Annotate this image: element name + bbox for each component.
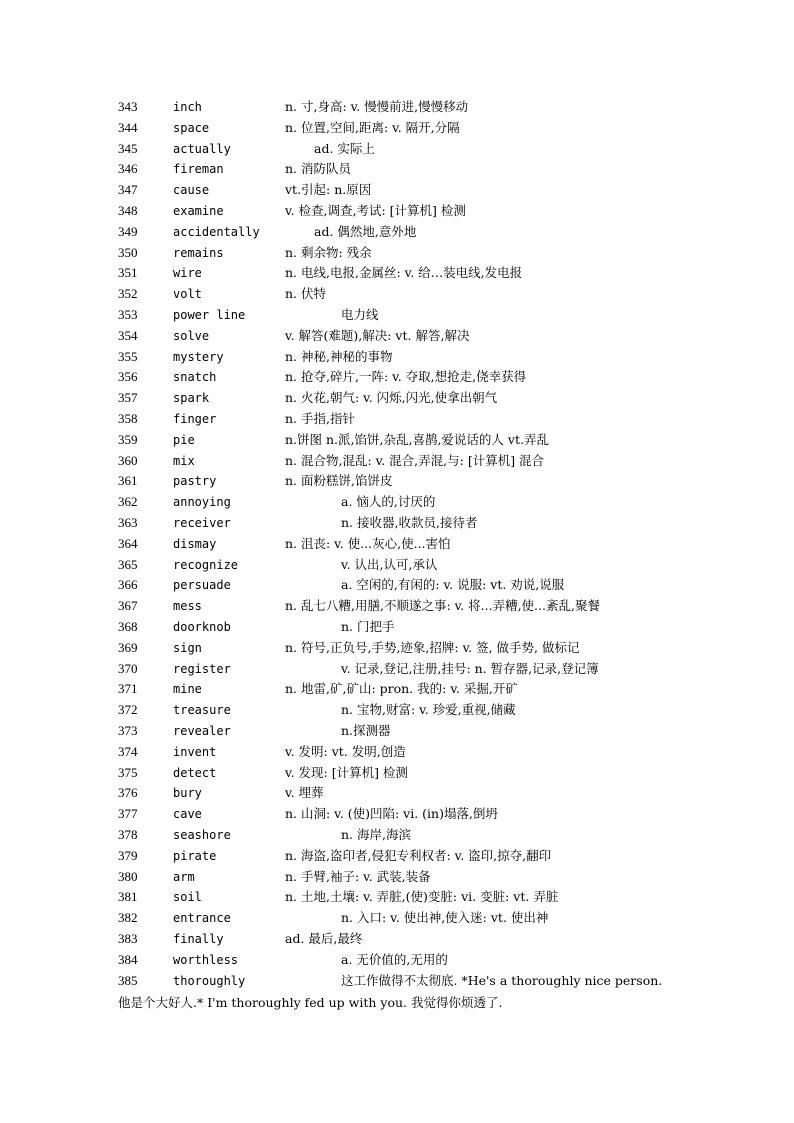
entry-number: 382 xyxy=(118,910,138,925)
entry-word: space xyxy=(173,121,210,135)
entry-definition: ad. 偶然地,意外地 xyxy=(314,224,417,239)
entry-number: 372 xyxy=(118,702,138,717)
entry-word: mess xyxy=(173,599,202,613)
entry-number: 358 xyxy=(118,411,138,426)
entry-word: arm xyxy=(173,870,195,884)
entry-word: doorknob xyxy=(173,620,231,634)
entry-number: 354 xyxy=(118,328,138,343)
entry-definition: n. 手指,指针 xyxy=(285,411,355,426)
vocab-entry xyxy=(0,908,794,928)
vocab-entry xyxy=(0,159,794,179)
entry-word: mystery xyxy=(173,350,224,364)
entry-number: 363 xyxy=(118,515,138,530)
entry-definition: n. 海岸,海滨 xyxy=(341,827,411,842)
entry-word: examine xyxy=(173,204,224,218)
vocab-entry xyxy=(0,783,794,803)
entry-definition: v. 检查,调查,考试: [计算机] 检测 xyxy=(285,203,466,218)
entry-definition: n. 宝物,财富: v. 珍爱,重视,储藏 xyxy=(341,702,516,717)
entry-number: 352 xyxy=(118,286,138,301)
entry-word: finger xyxy=(173,412,217,426)
entry-word: receiver xyxy=(173,516,231,530)
entry-definition: n. 伏特 xyxy=(285,286,326,301)
vocab-entry xyxy=(0,326,794,346)
entry-number: 376 xyxy=(118,785,138,800)
vocab-entry xyxy=(0,243,794,263)
entry-definition: n. 沮丧: v. 使...灰心,使...害怕 xyxy=(285,536,451,551)
entry-word: accidentally xyxy=(173,225,260,239)
entry-definition: n. 位置,空间,距离: v. 隔开,分隔 xyxy=(285,120,460,135)
vocab-entry xyxy=(0,492,794,512)
vocab-entry xyxy=(0,305,794,325)
vocab-entry xyxy=(0,409,794,429)
entry-definition: n. 混合物,混乱: v. 混合,弄混,与: [计算机] 混合 xyxy=(285,453,545,468)
entry-number: 385 xyxy=(118,973,138,988)
entry-number: 373 xyxy=(118,723,138,738)
entry-number: 365 xyxy=(118,557,138,572)
entry-number: 379 xyxy=(118,848,138,863)
entry-definition: n. 剩余物: 残余 xyxy=(285,245,372,260)
entry-word: dismay xyxy=(173,537,217,551)
vocab-entry xyxy=(0,929,794,949)
entry-definition: n. 土地,土壤: v. 弄脏,(使)变脏: vi. 变脏: vt. 弄脏 xyxy=(285,889,559,904)
vocab-entry xyxy=(0,555,794,575)
entry-definition: n. 山洞: v. (使)凹陷: vi. (in)塌落,倒坍 xyxy=(285,806,498,821)
vocab-entry xyxy=(0,388,794,408)
entry-definition: n. 入口: v. 使出神,使入迷: vt. 使出神 xyxy=(341,910,549,925)
vocab-entry xyxy=(0,763,794,783)
entry-word: remains xyxy=(173,246,224,260)
entry-number: 359 xyxy=(118,432,138,447)
entry-number: 383 xyxy=(118,931,138,946)
entry-number: 371 xyxy=(118,681,138,696)
vocab-entry xyxy=(0,742,794,762)
entry-number: 353 xyxy=(118,307,138,322)
entry-word: power line xyxy=(173,308,246,322)
vocab-entry xyxy=(0,534,794,554)
vocab-entry xyxy=(0,679,794,699)
entry-word: recognize xyxy=(173,558,239,572)
entry-definition: n. 门把手 xyxy=(341,619,395,634)
entry-definition: a. 无价值的,无用的 xyxy=(341,952,448,967)
entry-definition: a. 恼人的,讨厌的 xyxy=(341,494,436,509)
entry-word: revealer xyxy=(173,724,231,738)
vocab-entry xyxy=(0,971,794,991)
entry-number: 384 xyxy=(118,952,138,967)
entry-definition: v. 记录,登记,注册,挂号: n. 暂存器,记录,登记簿 xyxy=(341,661,599,676)
entry-number: 357 xyxy=(118,390,138,405)
entry-word: solve xyxy=(173,329,210,343)
entry-number: 351 xyxy=(118,265,138,280)
vocab-entry xyxy=(0,263,794,283)
entry-definition: 电力线 xyxy=(341,307,379,322)
entry-definition: v. 埋葬 xyxy=(285,785,324,800)
vocab-entry xyxy=(0,887,794,907)
entry-definition: ad. 最后,最终 xyxy=(285,931,363,946)
entry-word: persuade xyxy=(173,578,231,592)
entry-definition: n. 符号,正负号,手势,迹象,招牌: v. 签, 做手势, 做标记 xyxy=(285,640,580,655)
entry-number: 356 xyxy=(118,369,138,384)
entry-word: spark xyxy=(173,391,210,405)
vocab-entry xyxy=(0,659,794,679)
entry-definition: ad. 实际上 xyxy=(314,141,375,156)
entry-definition: a. 空闲的,有闲的: v. 说服: vt. 劝说,说服 xyxy=(341,577,565,592)
vocab-entry xyxy=(0,846,794,866)
vocab-entry xyxy=(0,451,794,471)
vocab-entry xyxy=(0,201,794,221)
entry-number: 366 xyxy=(118,577,138,592)
entry-number: 355 xyxy=(118,349,138,364)
entry-word: invent xyxy=(173,745,217,759)
vocab-entry xyxy=(0,867,794,887)
vocab-entry xyxy=(0,617,794,637)
entry-word: sign xyxy=(173,641,202,655)
vocab-entry xyxy=(0,825,794,845)
entry-word: pie xyxy=(173,433,195,447)
entry-word: annoying xyxy=(173,495,231,509)
vocab-entry xyxy=(0,284,794,304)
entry-definition: v. 解答(难题),解决: vt. 解答,解决 xyxy=(285,328,470,343)
entry-word: seashore xyxy=(173,828,231,842)
entry-number: 362 xyxy=(118,494,138,509)
entry-word: volt xyxy=(173,287,202,301)
vocab-entry xyxy=(0,575,794,595)
entry-definition: v. 发现: [计算机] 检测 xyxy=(285,765,408,780)
vocab-entry xyxy=(0,139,794,159)
entry-definition: n.探测器 xyxy=(341,723,391,738)
entry-number: 367 xyxy=(118,598,138,613)
vocab-entry xyxy=(0,222,794,242)
entry-number: 377 xyxy=(118,806,138,821)
vocab-entry xyxy=(0,180,794,200)
entry-word: fireman xyxy=(173,162,224,176)
entry-number: 349 xyxy=(118,224,138,239)
entry-definition: n. 消防队员 xyxy=(285,161,351,176)
entry-number: 350 xyxy=(118,245,138,260)
entry-number: 375 xyxy=(118,765,138,780)
entry-number: 346 xyxy=(118,161,138,176)
entry-definition: n. 地雷,矿,矿山: pron. 我的: v. 采掘,开矿 xyxy=(285,681,518,696)
entry-number: 378 xyxy=(118,827,138,842)
vocab-entry xyxy=(0,721,794,741)
entry-definition: v. 认出,认可,承认 xyxy=(341,557,438,572)
entry-number: 368 xyxy=(118,619,138,634)
entry-word: mine xyxy=(173,682,202,696)
entry-word: snatch xyxy=(173,370,217,384)
entry-word: treasure xyxy=(173,703,231,717)
entry-definition: n. 电线,电报,金属丝: v. 给…装电线,发电报 xyxy=(285,265,523,280)
entry-definition: n. 火花,朝气: v. 闪烁,闪光,使拿出朝气 xyxy=(285,390,498,405)
entry-word: cause xyxy=(173,183,210,197)
entry-definition: n.饼图 n.派,馅饼,杂乱,喜鹊,爱说话的人 vt.弄乱 xyxy=(285,432,549,447)
entry-word: register xyxy=(173,662,231,676)
vocab-entry xyxy=(0,513,794,533)
entry-number: 380 xyxy=(118,869,138,884)
entry-number: 381 xyxy=(118,889,138,904)
entry-definition: n. 接收器,收款员,接待者 xyxy=(341,515,478,530)
entry-definition: n. 海盗,盗印者,侵犯专利权者: v. 盗印,掠夺,翻印 xyxy=(285,848,552,863)
entry-word: bury xyxy=(173,786,202,800)
entry-definition: vt.引起: n.原因 xyxy=(285,182,372,197)
entry-word: detect xyxy=(173,766,217,780)
vocab-entry xyxy=(0,118,794,138)
entry-word: wire xyxy=(173,266,202,280)
entry-word: mix xyxy=(173,454,195,468)
entry-definition: n. 手臂,袖子: v. 武装,装备 xyxy=(285,869,431,884)
entry-number: 370 xyxy=(118,661,138,676)
entry-number: 361 xyxy=(118,473,138,488)
vocab-entry xyxy=(0,950,794,970)
entry-word: cave xyxy=(173,807,202,821)
entry-word: finally xyxy=(173,932,224,946)
entry-word: thoroughly xyxy=(173,974,246,988)
entry-definition: n. 寸,身高: v. 慢慢前进,慢慢移动 xyxy=(285,99,469,114)
entry-number: 344 xyxy=(118,120,138,135)
entry-number: 369 xyxy=(118,640,138,655)
entry-definition: v. 发明: vt. 发明,创造 xyxy=(285,744,406,759)
vocab-entry xyxy=(0,471,794,491)
vocab-entry xyxy=(0,367,794,387)
vocab-entry xyxy=(0,97,794,117)
entry-number: 364 xyxy=(118,536,138,551)
entry-definition: n. 抢夺,碎片,一阵: v. 夺取,想抢走,侥幸获得 xyxy=(285,369,527,384)
entry-definition: 这工作做得不太彻底. *He's a thoroughly nice person. xyxy=(341,973,663,988)
entry-word: actually xyxy=(173,142,231,156)
entry-definition: n. 面粉糕饼,馅饼皮 xyxy=(285,473,393,488)
entry-word: pirate xyxy=(173,849,217,863)
entry-number: 347 xyxy=(118,182,138,197)
entry-number: 348 xyxy=(118,203,138,218)
vocab-entry xyxy=(0,430,794,450)
vocab-entry xyxy=(0,638,794,658)
entry-definition: n. 乱七八糟,用膳,不顺遂之事: v. 将...弄糟,使...紊乱,聚餐 xyxy=(285,598,600,613)
vocab-entry xyxy=(0,804,794,824)
entry-word: pastry xyxy=(173,474,217,488)
entry-word: worthless xyxy=(173,953,239,967)
entry-definition: n. 神秘,神秘的事物 xyxy=(285,349,393,364)
continuation-line: 他是个大好人.* I'm thoroughly fed up with you. 我觉得你烦透了. xyxy=(118,995,503,1010)
entry-number: 360 xyxy=(118,453,138,468)
entry-number: 345 xyxy=(118,141,138,156)
entry-word: inch xyxy=(173,100,202,114)
entry-word: soil xyxy=(173,890,202,904)
vocab-entry xyxy=(0,596,794,616)
entry-number: 343 xyxy=(118,99,138,114)
entry-number: 374 xyxy=(118,744,138,759)
vocab-entry xyxy=(0,700,794,720)
vocab-entry xyxy=(0,347,794,367)
entry-word: entrance xyxy=(173,911,231,925)
